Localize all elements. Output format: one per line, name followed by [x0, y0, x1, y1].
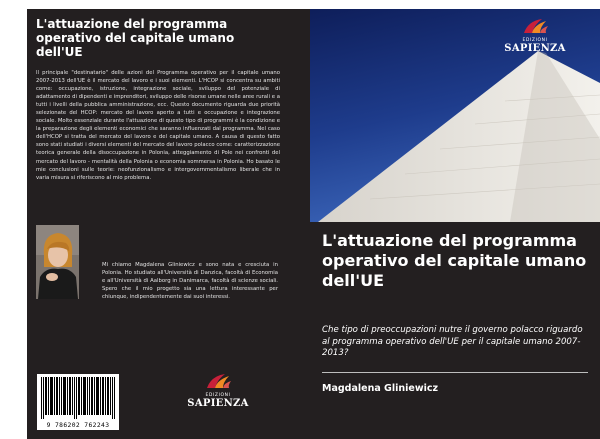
isbn-number: 9 786202 762243 — [46, 422, 110, 429]
barcode-bars — [41, 377, 115, 419]
back-cover-description: Il principale "destinatario" delle azioni del Programma operativo per il capitale umano 2007-2013 dell'UE è il mercato del lavoro e i suoi elementi. L'HCOP si concentra su ambiti come: occupazione, istruzione, integrazione sociale, sviluppo del potenziale di adattamento di dipendenti e imprenditori, sviluppo delle risorse umane nelle aree rurali e a tutti i livelli della pubblica amministrazione, ecc. Questo documento riguarda due priorità selezionate del HCOP: mercato del lavoro aperto a tutti e occupazione e integrazione sociale. Molto essenziale durante l'attuazione di questo tipo di programmi è la condizione e la preparazione degli elementi economici che saranno influenzati dal programma. Nel caso dell'HCOP si tratta del mercato del lavoro e del capitale umano. A causa di questo fatto sono stati studiati i diversi elementi del mercato del lavoro polacco come: caratterizzazione teorica generale della disoccupazione in Polonia, atteggiamento di Pole nei confronti del mercato del lavoro - mentalità della Polonia o economia sommersa in Polonia. Ho basato le mie conclusioni sulle teorie: neofunzionalismo e intergovernmentalismo liberale che in varia misura si riferiscono al mio problema. — [36, 70, 280, 181]
publisher-logo-front — [499, 17, 571, 54]
publisher-edizioni: EDIZIONI — [205, 393, 231, 398]
publisher-logo-back — [180, 372, 256, 409]
front-cover-subtitle: Che tipo di preoccupazioni nutre il governo polacco riguardo al programma operativo dell'UE per il capitale umano 2007-2013? — [322, 325, 583, 358]
back-cover-title: L'attuazione del programma operativo del capitale umano dell'UE — [36, 17, 235, 59]
front-cover-title: L'attuazione del programma operativo del capitale umano dell'UE — [322, 231, 587, 290]
title-divider — [322, 372, 588, 373]
author-photo — [36, 225, 79, 299]
book-spine — [291, 9, 310, 439]
isbn-barcode — [37, 374, 119, 430]
front-cover-author: Magdalena Gliniewicz — [322, 383, 439, 394]
back-cover — [27, 9, 291, 439]
publisher-edizioni: EDIZIONI — [522, 38, 548, 43]
publisher-emblem-icon — [520, 17, 550, 33]
front-cover — [310, 9, 600, 439]
author-bio: Mi chiamo Magdalena Gliniewicz e sono nata e cresciuta in Polonia. Ho studiato all'Università di Danzica, facoltà di Economia e all'Università di Aalborg in Danimarca, facoltà di scienze sociali. Spero che il mio progetto sia una lettura interessante per chiunque, indipendentemente dai suoi interessi. — [102, 262, 278, 301]
publisher-emblem-icon — [203, 372, 233, 388]
publisher-name: SAPIENZA — [187, 398, 249, 409]
publisher-name: SAPIENZA — [504, 43, 566, 54]
